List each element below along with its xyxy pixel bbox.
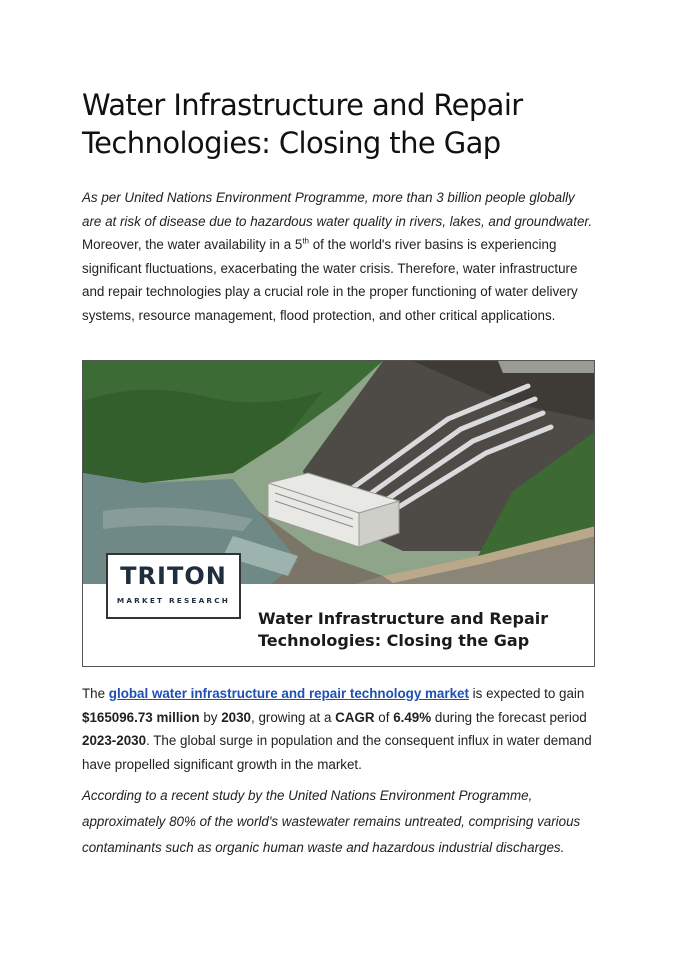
figure-banner [83, 562, 594, 667]
market-text: . The global surge in population and the consequent influx in water demand have propelled significant growth in the market. [82, 733, 592, 772]
market-text-lead: The [82, 686, 109, 701]
market-report-link[interactable]: global water infrastructure and repair technology market [108, 686, 469, 701]
study-paragraph: According to a recent study by the United Nations Environment Programme, approximately 80% of the world's wastewater remains untreated, comprising various contaminants such as organic human waste and hazardous industrial discharges. [82, 788, 581, 855]
market-text: is expected to gain [468, 686, 585, 701]
market-text: of [374, 709, 394, 725]
figure-banner-title: Water Infrastructure and Repair Technologies: Closing the Gap [258, 609, 549, 650]
cagr-value: 6.49% [393, 709, 432, 725]
intro-text-b: of the world's river basins is experiencing significant fluctuations, exacerbating the water crisis. Therefore, water infrastructure and repair technologies play a crucial role in the proper functioning of water delivery systems, resource management, flood protection, and other critical applications. [82, 237, 578, 323]
hero-image [82, 360, 595, 667]
intro-paragraph [82, 186, 597, 328]
market-text: by [199, 709, 222, 725]
market-text: , growing at a [251, 709, 336, 725]
market-year: 2030 [221, 709, 252, 725]
logo-wordmark: TRITON [120, 562, 227, 590]
logo-tagline: MARKET RESEARCH [116, 596, 231, 605]
market-value: $165096.73 million [82, 709, 200, 725]
dam-crest [498, 361, 595, 373]
market-paragraph [82, 682, 597, 776]
forecast-period: 2023-2030 [82, 733, 147, 749]
market-text: during the forecast period [431, 709, 587, 725]
intro-text-a: Moreover, the water availability in a 5 [82, 237, 303, 253]
cagr-label: CAGR [335, 709, 375, 725]
intro-italic-text: As per United Nations Environment Programme, more than 3 billion people globally are at risk of disease due to hazardous water quality in rivers, lakes, and groundwater. [82, 190, 593, 229]
triton-logo [106, 553, 241, 619]
page-title: Water Infrastructure and Repair Technologies: Closing the Gap [82, 88, 523, 160]
intro-superscript: th [302, 236, 309, 246]
